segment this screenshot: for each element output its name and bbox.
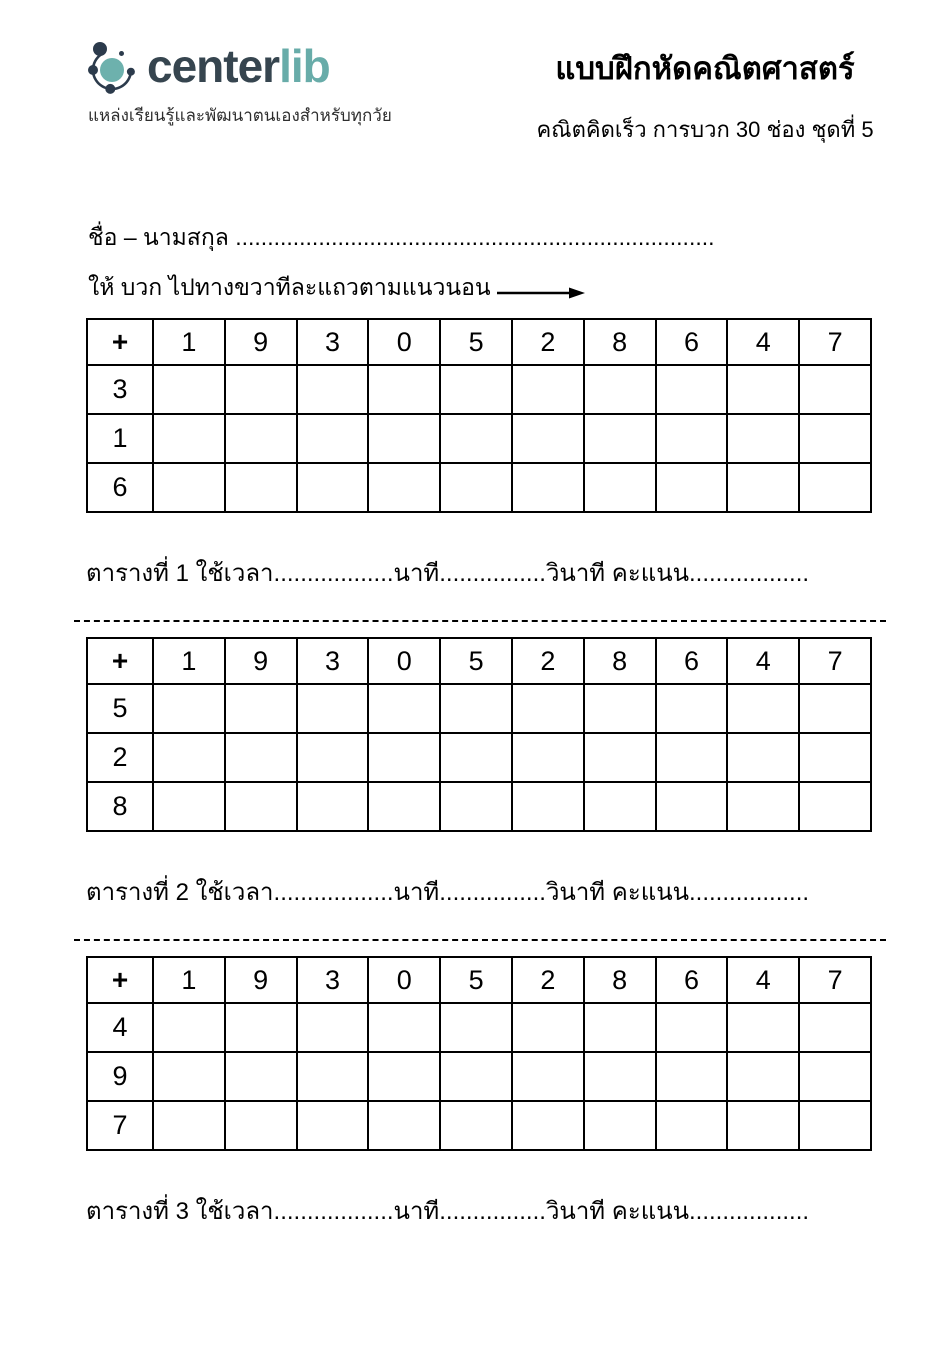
answer-cell — [727, 463, 799, 512]
column-header-cell: 9 — [225, 319, 297, 365]
answer-cell — [727, 733, 799, 782]
answer-cell — [727, 1052, 799, 1101]
column-header-cell: 4 — [727, 638, 799, 684]
column-header-cell: 9 — [225, 638, 297, 684]
answer-cell — [584, 1052, 656, 1101]
answer-cell — [440, 1052, 512, 1101]
column-header-cell: 0 — [368, 638, 440, 684]
answer-cell — [512, 782, 584, 831]
answer-cell — [512, 733, 584, 782]
dashed-divider — [74, 620, 886, 622]
answer-cell — [153, 733, 225, 782]
answer-cell — [584, 684, 656, 733]
operator-cell: + — [87, 319, 153, 365]
table-3-caption: ตารางที่ 3 ใช้เวลา..................นาที................วินาที คะแนน.................. — [86, 1198, 810, 1225]
answer-cell — [368, 1101, 440, 1150]
column-header-cell: 3 — [297, 957, 369, 1003]
answer-cell — [297, 782, 369, 831]
column-header-cell: 7 — [799, 638, 871, 684]
answer-cell — [153, 782, 225, 831]
row-label-cell: 7 — [87, 1101, 153, 1150]
answer-cell — [440, 1003, 512, 1052]
answer-cell — [799, 684, 871, 733]
column-header-cell: 1 — [153, 638, 225, 684]
column-header-cell: 0 — [368, 319, 440, 365]
answer-cell — [153, 414, 225, 463]
answer-cell — [225, 1052, 297, 1101]
answer-cell — [368, 463, 440, 512]
answer-cell — [368, 1052, 440, 1101]
answer-cell — [225, 1003, 297, 1052]
column-header-cell: 4 — [727, 957, 799, 1003]
answer-cell — [440, 1101, 512, 1150]
answer-cell — [440, 414, 512, 463]
answer-cell — [440, 463, 512, 512]
column-header-cell: 2 — [512, 319, 584, 365]
page-title: แบบฝึกหัดคณิตศาสตร์ — [555, 51, 855, 86]
row-label-cell: 9 — [87, 1052, 153, 1101]
answer-cell — [225, 782, 297, 831]
table-row — [87, 1052, 871, 1101]
answer-cell — [584, 733, 656, 782]
table-row — [87, 365, 871, 414]
answer-cell — [297, 1052, 369, 1101]
tables-area — [86, 318, 872, 1227]
name-field-line: ชื่อ – นามสกุล ........................................................................... — [88, 224, 715, 250]
answer-cell — [512, 414, 584, 463]
brand-tagline: แหล่งเรียนรู้และพัฒนาตนเองสำหรับทุกวัย — [88, 106, 392, 125]
answer-cell — [225, 733, 297, 782]
centerlib-logo-icon — [88, 34, 138, 98]
answer-cell — [656, 1101, 728, 1150]
answer-cell — [368, 1003, 440, 1052]
table-row — [87, 1101, 871, 1150]
brand-lib: lib — [279, 40, 330, 92]
answer-cell — [297, 733, 369, 782]
centerlib-logo — [88, 34, 392, 129]
column-header-cell: 6 — [656, 638, 728, 684]
answer-cell — [512, 463, 584, 512]
answer-cell — [512, 684, 584, 733]
column-header-cell: 2 — [512, 638, 584, 684]
answer-cell — [153, 1003, 225, 1052]
answer-cell — [656, 733, 728, 782]
row-label-cell: 1 — [87, 414, 153, 463]
answer-cell — [297, 1101, 369, 1150]
operator-cell: + — [87, 957, 153, 1003]
answer-cell — [512, 1101, 584, 1150]
answer-cell — [225, 414, 297, 463]
answer-cell — [225, 684, 297, 733]
answer-cell — [584, 1003, 656, 1052]
answer-cell — [584, 365, 656, 414]
column-header-cell: 6 — [656, 319, 728, 365]
answer-cell — [153, 463, 225, 512]
row-label-cell: 2 — [87, 733, 153, 782]
answer-cell — [368, 782, 440, 831]
brand-center: center — [147, 40, 280, 92]
answer-cell — [799, 1003, 871, 1052]
answer-cell — [799, 782, 871, 831]
instruction-line — [88, 270, 587, 306]
operator-cell: + — [87, 638, 153, 684]
addition-table-2 — [86, 637, 872, 832]
column-header-cell: 9 — [225, 957, 297, 1003]
answer-cell — [727, 782, 799, 831]
answer-cell — [727, 1003, 799, 1052]
answer-cell — [153, 684, 225, 733]
answer-cell — [799, 414, 871, 463]
table-row — [87, 733, 871, 782]
row-label-cell: 8 — [87, 782, 153, 831]
answer-cell — [799, 365, 871, 414]
answer-cell — [297, 1003, 369, 1052]
row-label-cell: 3 — [87, 365, 153, 414]
answer-cell — [153, 1101, 225, 1150]
table-1-caption: ตารางที่ 1 ใช้เวลา..................นาที................วินาที คะแนน.................. — [86, 560, 810, 587]
column-header-cell: 5 — [440, 319, 512, 365]
answer-cell — [440, 365, 512, 414]
answer-cell — [656, 365, 728, 414]
answer-cell — [512, 365, 584, 414]
answer-cell — [297, 463, 369, 512]
column-header-cell: 8 — [584, 319, 656, 365]
answer-cell — [799, 1101, 871, 1150]
answer-cell — [656, 782, 728, 831]
column-header-cell: 8 — [584, 957, 656, 1003]
column-header-cell: 1 — [153, 319, 225, 365]
answer-cell — [297, 365, 369, 414]
column-header-cell: 7 — [799, 319, 871, 365]
answer-cell — [368, 684, 440, 733]
row-label-cell: 6 — [87, 463, 153, 512]
right-arrow-icon — [495, 285, 587, 301]
answer-cell — [225, 463, 297, 512]
answer-cell — [368, 733, 440, 782]
column-header-cell: 5 — [440, 638, 512, 684]
page-subtitle: คณิตคิดเร็ว การบวก 30 ช่อง ชุดที่ 5 — [536, 117, 874, 142]
column-header-cell: 2 — [512, 957, 584, 1003]
answer-cell — [656, 414, 728, 463]
table-row — [87, 463, 871, 512]
answer-cell — [368, 414, 440, 463]
answer-cell — [368, 365, 440, 414]
dashed-divider — [74, 939, 886, 941]
answer-cell — [297, 414, 369, 463]
table-row — [87, 414, 871, 463]
answer-cell — [584, 414, 656, 463]
answer-cell — [656, 684, 728, 733]
answer-cell — [225, 1101, 297, 1150]
column-header-cell: 7 — [799, 957, 871, 1003]
addition-table-3 — [86, 956, 872, 1151]
answer-cell — [153, 365, 225, 414]
row-label-cell: 4 — [87, 1003, 153, 1052]
answer-cell — [799, 1052, 871, 1101]
column-header-cell: 8 — [584, 638, 656, 684]
answer-cell — [656, 1052, 728, 1101]
answer-cell — [512, 1003, 584, 1052]
answer-cell — [440, 733, 512, 782]
table-row — [87, 684, 871, 733]
answer-cell — [727, 365, 799, 414]
instruction-text: ให้ บวก ไปทางขวาทีละแถวตามแนวนอน — [88, 274, 491, 300]
column-header-cell: 3 — [297, 319, 369, 365]
column-header-cell: 5 — [440, 957, 512, 1003]
answer-cell — [584, 1101, 656, 1150]
answer-cell — [727, 684, 799, 733]
answer-cell — [799, 463, 871, 512]
column-header-cell: 3 — [297, 638, 369, 684]
table-row — [87, 1003, 871, 1052]
addition-table-1 — [86, 318, 872, 513]
brand-wordmark — [147, 40, 330, 92]
answer-cell — [584, 463, 656, 512]
header-titles — [470, 50, 940, 147]
table-2-caption: ตารางที่ 2 ใช้เวลา..................นาที................วินาที คะแนน.................. — [86, 879, 810, 906]
answer-cell — [440, 684, 512, 733]
answer-cell — [225, 365, 297, 414]
answer-cell — [512, 1052, 584, 1101]
answer-cell — [727, 1101, 799, 1150]
column-header-cell: 4 — [727, 319, 799, 365]
answer-cell — [727, 414, 799, 463]
logo-teal-dot — [100, 58, 124, 82]
answer-cell — [584, 782, 656, 831]
table-row — [87, 782, 871, 831]
answer-cell — [656, 463, 728, 512]
answer-cell — [297, 684, 369, 733]
answer-cell — [440, 782, 512, 831]
column-header-cell: 0 — [368, 957, 440, 1003]
answer-cell — [656, 1003, 728, 1052]
row-label-cell: 5 — [87, 684, 153, 733]
column-header-cell: 1 — [153, 957, 225, 1003]
answer-cell — [799, 733, 871, 782]
answer-cell — [153, 1052, 225, 1101]
column-header-cell: 6 — [656, 957, 728, 1003]
